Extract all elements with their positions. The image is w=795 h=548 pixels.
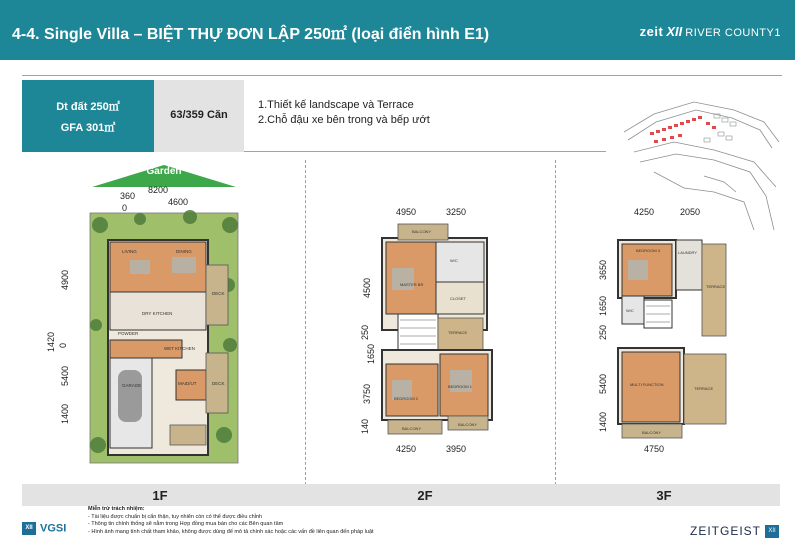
room-label: BALCONY — [458, 422, 478, 427]
area-box — [22, 80, 154, 152]
dim-3f-top-b: 2050 — [680, 207, 701, 217]
dim-3f-bottom-a: 4750 — [644, 444, 665, 454]
dim-2f-bottom-b: 3950 — [446, 444, 467, 454]
room-label: MULTI FUNCTION — [630, 382, 664, 387]
dim-1f-top-a: 360 — [120, 191, 136, 201]
dim-1f-top-c: 4600 — [168, 197, 189, 207]
brand-logo — [640, 24, 781, 39]
room-label: BALCONY — [412, 229, 432, 234]
divider-2 — [555, 160, 556, 485]
dim-1f-left-d: 5400 — [60, 365, 70, 386]
disclaimer-title: Miễn trừ trách nhiệm: — [88, 506, 145, 512]
brand-project: RIVER COUNTY1 — [685, 27, 781, 39]
feature-list — [258, 98, 430, 128]
vgsi-mark: XII — [22, 522, 36, 535]
room-label: W/C — [450, 258, 458, 263]
room-label: DECK — [212, 381, 225, 386]
vgsi-text: VGSI — [40, 522, 67, 535]
dim-2f-left-b: 250 — [360, 324, 370, 340]
page-title: 4-4. Single Villa – BIỆT THỰ ĐƠN LẬP 250㎡ (loại điển hình E1) — [12, 26, 490, 43]
room-label: MAID/UT — [178, 381, 197, 386]
room-label: WET KITCHEN — [164, 346, 195, 351]
dim-1f-top-b: 8200 — [148, 185, 169, 195]
header-banner — [0, 0, 795, 60]
room-label: LIVING — [122, 249, 137, 254]
dim-1f-left-e: 1400 — [60, 403, 70, 424]
disclaimer — [88, 506, 374, 536]
dim-3f-left-b: 1650 — [598, 295, 608, 316]
room-label: TERRACE — [706, 284, 726, 289]
room-label: DRY KITCHEN — [142, 311, 173, 316]
room-label: BEDROOM 2 — [394, 396, 419, 401]
room-label: BALCONY — [402, 426, 422, 431]
land-area: Dt đất 250㎡ — [56, 101, 120, 113]
dim-1f-top-a2: 0 — [122, 203, 128, 213]
info-bottom-rule — [244, 151, 606, 152]
gfa: GFA 301㎡ — [60, 122, 116, 134]
floor-plan-2f — [378, 218, 498, 442]
brand-zeit: zeit — [639, 24, 664, 39]
room-label: W/C — [626, 308, 634, 313]
dim-3f-top-a: 4250 — [634, 207, 655, 217]
zeitgeist-text: ZEITGEIST — [689, 524, 761, 538]
floor-label-1f: 1F — [152, 488, 168, 503]
brand-xii: XII — [666, 24, 683, 39]
unit-count: 63/359 Căn — [154, 80, 244, 152]
info-top-rule — [22, 75, 782, 76]
dim-2f-left-a: 4500 — [362, 277, 372, 298]
room-label: LAUNDRY — [678, 250, 698, 255]
room-label: POWDER — [118, 331, 139, 336]
dim-3f-left-c: 250 — [598, 324, 608, 340]
vgsi-logo — [22, 522, 66, 535]
zeitgeist-mark: XII — [765, 525, 779, 538]
room-label: BEDROOM 1 — [448, 384, 473, 389]
room-label: GARAGE — [122, 383, 142, 388]
dim-1f-left-a: 4900 — [60, 269, 70, 290]
room-label: TERRACE — [448, 330, 468, 335]
disclaimer-line: - Thông tin chính thống sẽ nằm trong Hợp đồng mua bán cho các Bên quan tâm — [88, 521, 284, 527]
floor-plan-3f — [614, 230, 729, 442]
dim-2f-left-e: 140 — [360, 418, 370, 434]
room-label: CLOSET — [450, 296, 467, 301]
floor-label-2f: 2F — [417, 488, 433, 503]
floor-plan-1f — [80, 205, 245, 470]
dim-2f-left-c: 1650 — [366, 343, 376, 364]
room-label: MASTER BR — [400, 282, 424, 287]
dim-1f-left-b: 1420 — [46, 331, 56, 352]
disclaimer-line: - Hình ảnh mang tính chất tham khảo, không được dùng để mô tả chính xác hoặc các vấn đề liên quan đến pháp luật — [88, 528, 374, 535]
room-label: TERRACE — [694, 386, 714, 391]
room-label: DECK — [212, 291, 225, 296]
room-label: DINING — [176, 249, 192, 254]
dim-3f-left-d: 5400 — [598, 373, 608, 394]
divider-1 — [305, 160, 306, 485]
zeitgeist-logo — [690, 524, 779, 538]
room-label: BEDROOM 3 — [636, 248, 661, 253]
feature-item: 1.Thiết kế landscape và Terrace — [258, 99, 414, 111]
dim-1f-left-c: 0 — [58, 342, 68, 348]
dim-2f-bottom-a: 4250 — [396, 444, 417, 454]
garden-label: Garden — [146, 166, 182, 177]
floor-label-3f: 3F — [656, 488, 672, 503]
dim-3f-left-e: 1400 — [598, 411, 608, 432]
dim-2f-top-b: 3250 — [446, 207, 467, 217]
dim-3f-left-a: 3650 — [598, 259, 608, 280]
feature-item: 2.Chỗ đậu xe bên trong và bếp ướt — [258, 114, 430, 126]
dim-2f-left-d: 3750 — [362, 383, 372, 404]
disclaimer-line: - Tài liệu được chuẩn bị cẩn thận, tuy nhiên còn có thể được điều chỉnh — [88, 513, 263, 520]
room-label: BALCONY — [642, 430, 662, 435]
dim-2f-top-a: 4950 — [396, 207, 417, 217]
